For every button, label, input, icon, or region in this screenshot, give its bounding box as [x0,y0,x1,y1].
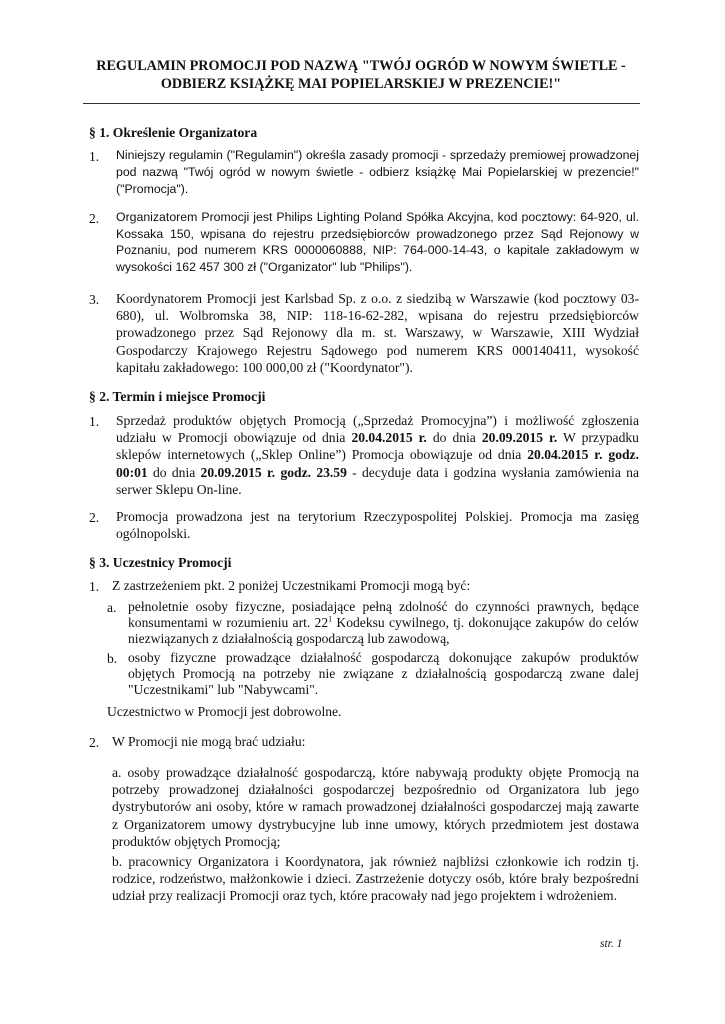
s2-item-2-text: Promocja prowadzona jest na terytorium Rzeczypospolitej Polskiej. Promocja ma zasięg ogólnopolski. [116,509,639,542]
s1-item-1-text: Niniejszy regulamin ("Regulamin") określa zasady promocji - sprzedaży premiowej prowadzonej pod nazwą "Twój ogród w nowym świetle - odbierz książkę Mai Popielarskiej w prezencie!" ("Promocja"). [116,148,639,197]
s3-sub-a-text-1: pełnoletnie osoby fizyczne, posiadające pełną zdolność do czynności prawnych, będące konsumentami w rozumieniu art. 22 [128,599,639,631]
title-line-2: ODBIERZ KSIĄŻKĘ MAI POPIELARSKIEJ W PREZENCIE!" [160,76,562,92]
s2-p1-text-g: do dnia [147,464,201,480]
s1-item-2-number: 2. [89,211,100,226]
section-2-heading: § 2. Termin i miejsce Promocji [89,389,266,404]
s1-item-1-number: 1. [89,149,100,164]
title-divider [83,103,640,104]
s3-item-1-number: 1. [89,579,100,594]
s3-sub-a-superscript: 1 [328,614,333,624]
s2-item-1-text [116,412,639,498]
section-3-heading: § 3. Uczestnicy Promocji [89,555,232,570]
s3-sub-a-text [128,599,639,648]
s3-item-2b-text: b. pracownicy Organizatora i Koordynatora, jak również najbliżsi członkowie ich rodzin tj. rodzice, rodzeństwo, małżonkowie i dzieci. Zastrzeżenie dotyczy osób, które brały bezpośredni udział przy realizacji Promocji oraz tych, które pracowały nad jego projektem i wdrożeniem. [112,854,639,904]
s1-item-3-text: Koordynatorem Promocji jest Karlsbad Sp. z o.o. z siedzibą w Warszawie (kod pocztowy 03-680), ul. Wolbromska 38, NIP: 118-16-62-282, wpisana do rejestru przedsiębiorców prowadzonego przez Sąd Rejonowy dla m. st. Warszawy, w Warszawie, XIII Wydział Gospodarczy Krajowego Rejestru Sądowego pod numerem KRS 000140411, wysokość kapitału zakładowego: 100 000,00 zł ("Koordynator"). [116,291,639,375]
page-number: str. 1 [600,938,623,950]
s3-sub-b-letter: b. [107,651,118,666]
document-title [80,57,642,93]
s1-item-3-number: 3. [89,292,100,307]
s3-item-1-text: Z zastrzeżeniem pkt. 2 poniżej Uczestnikami Promocji mogą być: [112,578,471,593]
s3-sub-b-text: osoby fizyczne prowadzące działalność gospodarczą dokonujące zakupów produktów objętych Promocją na potrzeby nie związane z działalnością gospodarczą zwane dalej "Uczestnikami" lub "Nabywcami". [128,650,639,698]
s1-item-2-text: Organizatorem Promocji jest Philips Lighting Poland Spółka Akcyjna, kod pocztowy: 64-920, ul. Kossaka 150, wpisana do rejestru przedsiębiorców prowadzonego przez Sąd Rejonowy w Poznaniu, pod numerem KRS 0000060888, NIP: 764-000-14-43, o kapitale zakładowym w wysokości 162 457 300 zł ("Organizator" lub "Philips"). [116,210,639,274]
s3-item-2a-text: a. osoby prowadzące działalność gospodarczą, które nabywają produkty objęte Promocją na potrzeby prowadzonej działalności gospodarczej bezpośrednio od Organizatora lub jego dystrybutorów ani osoby, które w ramach prowadzonej działalności gospodarczej mają zawarte z Organizatorem umowy dystrybucyjne lub inne umowy, których przedmiotem jest dostawa produktów objętych Promocją; [112,765,639,849]
s2-item-2-number: 2. [89,510,100,525]
s2-p1-end-date: 20.09.2015 r. [481,430,558,446]
s3-item-2-number: 2. [89,735,100,750]
s2-p1-text-c: do dnia [426,430,482,446]
s2-p1-online-end: 20.09.2015 r. godz. 23.59 [200,464,347,480]
s2-p1-text-i: - decyduje data i godzina wysłania zamówienia na serwer Sklepu On-line. [116,464,639,497]
s2-item-1-number: 1. [89,414,100,429]
s2-p1-text-e: W przypadku sklepów internetowych („Sklep Online”) Promocja obowiązuje od dnia [116,430,639,463]
s2-p1-online-start: 20.04.2015 r. godz. 00:01 [116,447,639,480]
s3-sub-a-letter: a. [107,600,117,615]
s2-p1-start-date: 20.04.2015 r. [351,430,427,446]
s2-p1-text-a: Sprzedaż produktów objętych Promocją („Sprzedaż Promocyjna”) i możliwość zgłoszenia udziału w Promocji obowiązuje od dnia [116,413,639,446]
s3-voluntary-note: Uczestnictwo w Promocji jest dobrowolne. [107,704,342,719]
section-1-heading: § 1. Określenie Organizatora [89,125,258,140]
s3-sub-a-text-2: Kodeksu cywilnego, tj. dokonujące zakupów do celów niezwiązanych z działalnością gospodarczą lub zawodową, [128,615,639,647]
s3-item-2-text: W Promocji nie mogą brać udziału: [112,734,306,749]
title-line-1: REGULAMIN PROMOCJI POD NAZWĄ "TWÓJ OGRÓD W NOWYM ŚWIETLE - [96,58,626,74]
